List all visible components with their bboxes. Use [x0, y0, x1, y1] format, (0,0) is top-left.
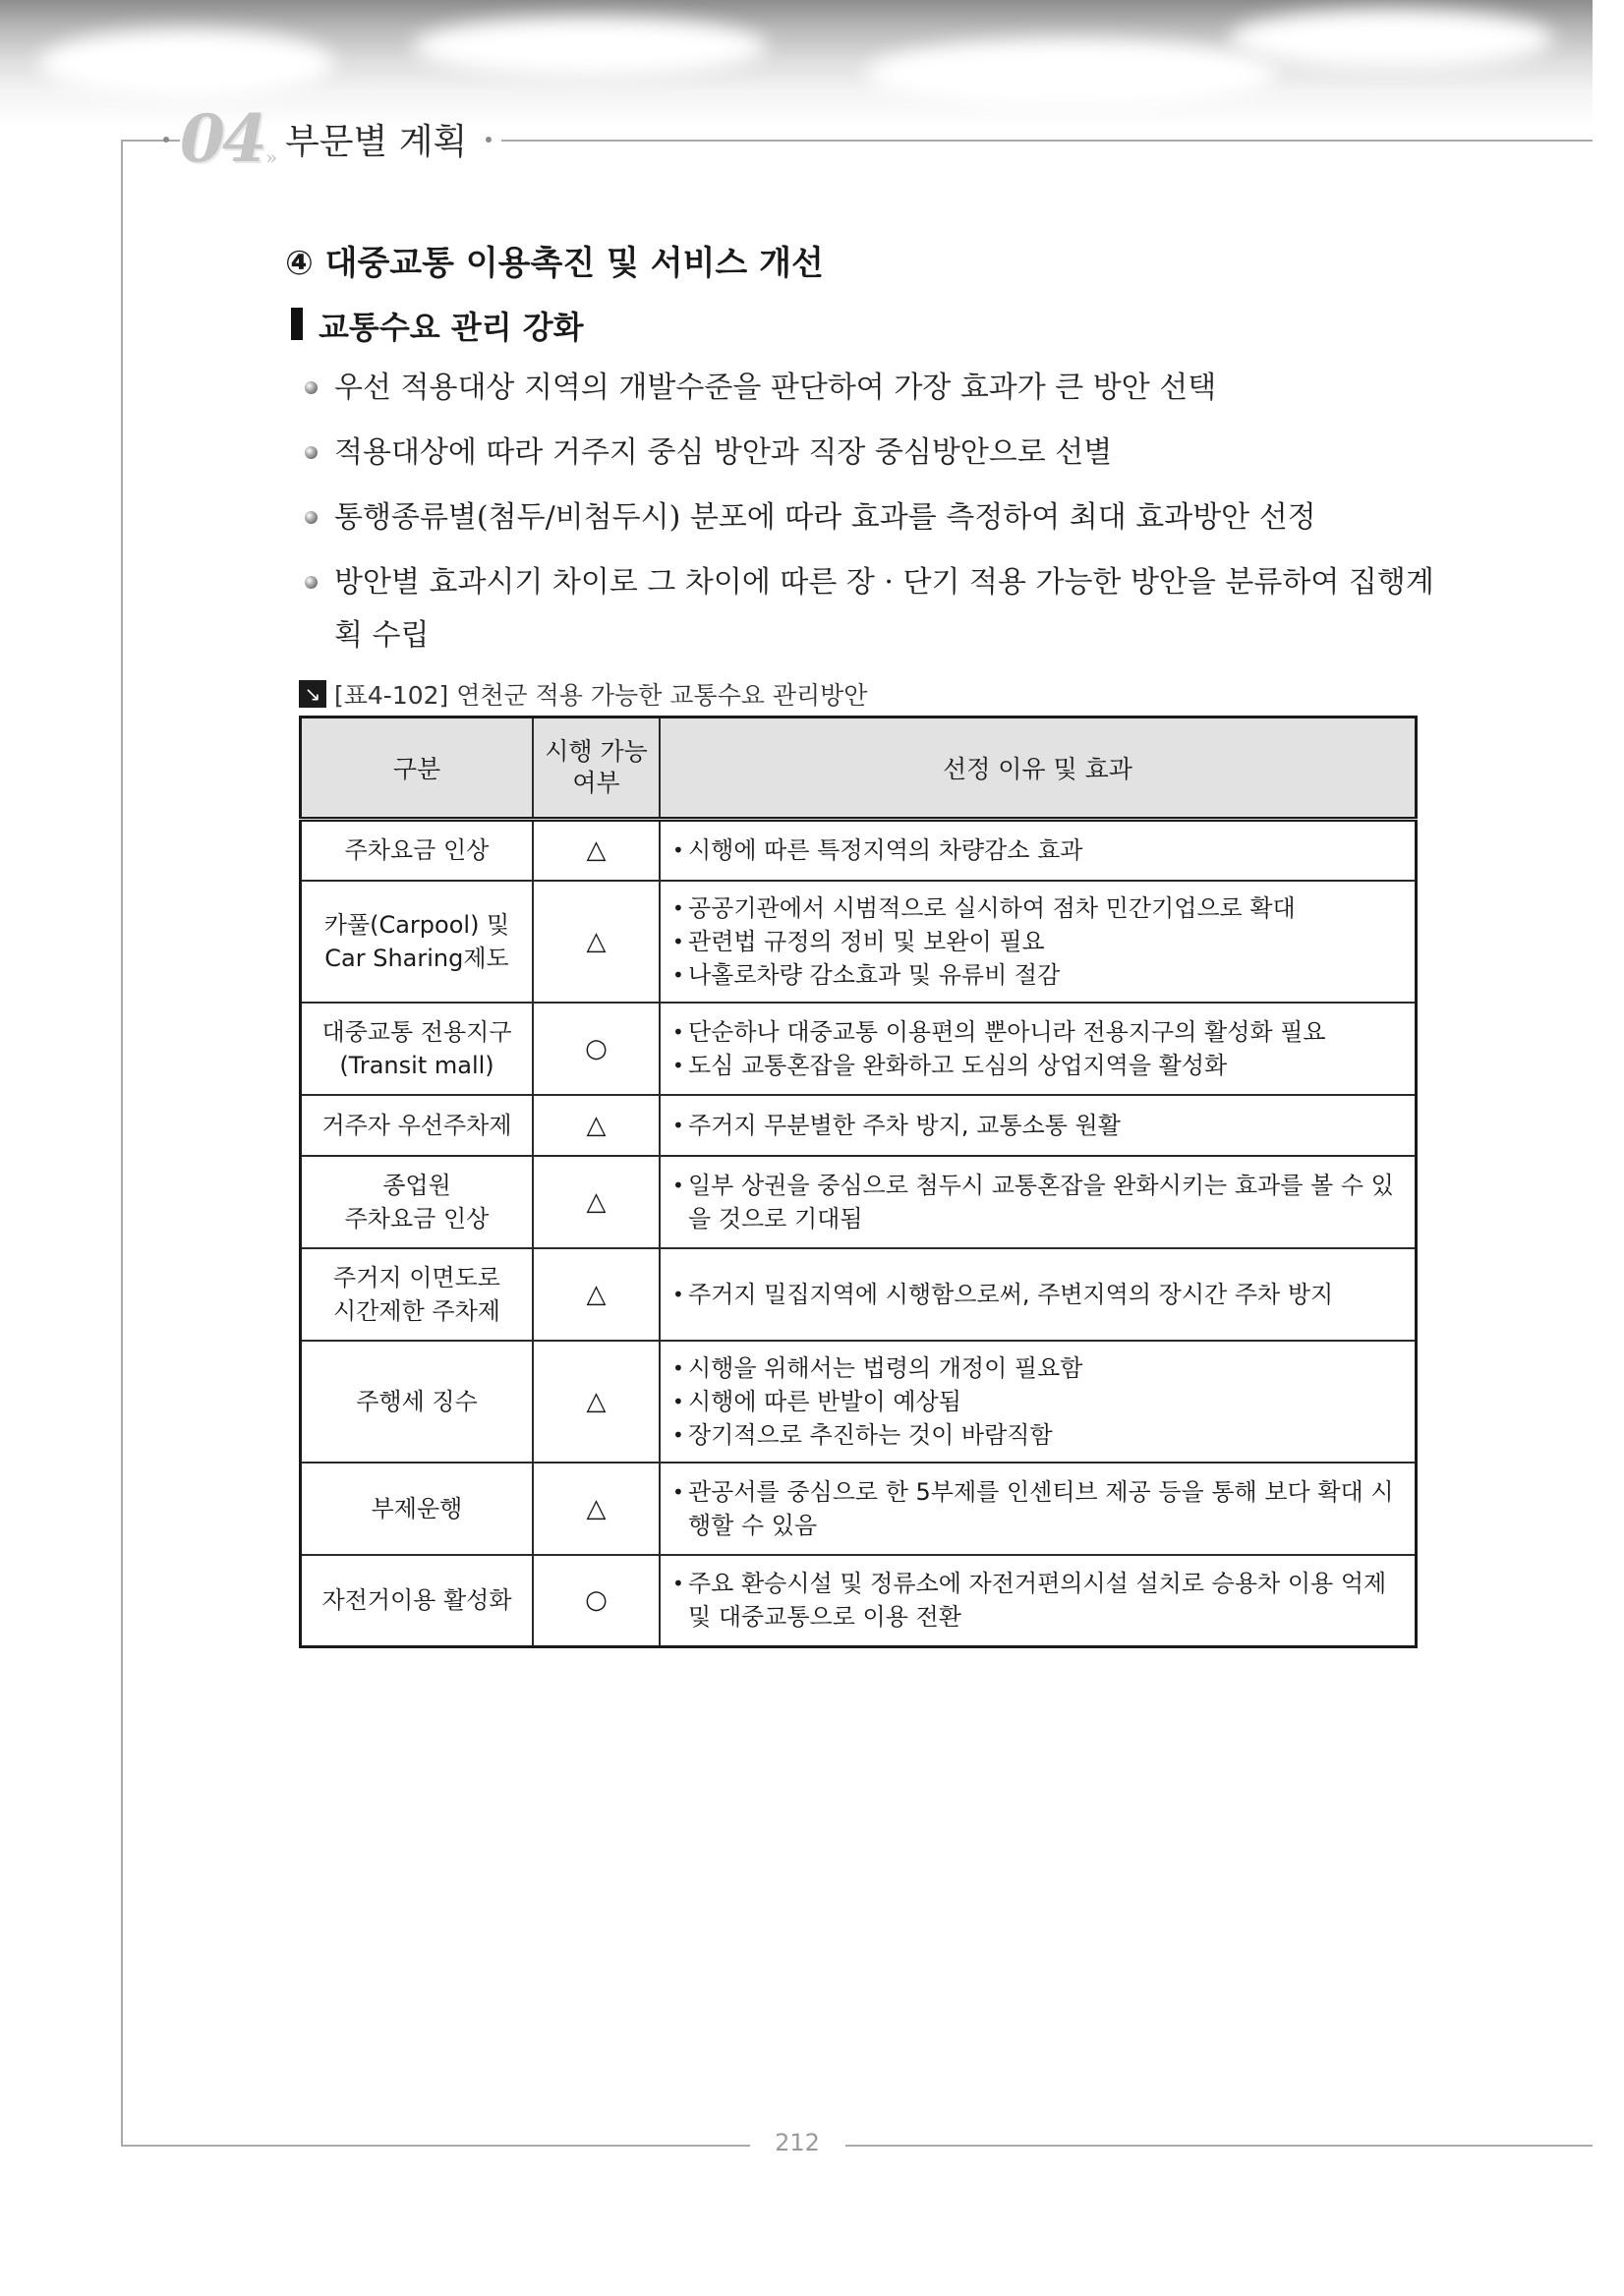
category-line: 부제운행 — [371, 1494, 463, 1522]
header-category: 구분 — [301, 718, 534, 820]
bullet-text: 방안별 효과시기 차이로 그 차이에 따른 장 · 단기 적용 가능한 방안을 분류하여 집행계획 수립 — [334, 565, 1434, 653]
effect-item: • 나홀로차량 감소효과 및 유류비 절감 — [672, 958, 1409, 992]
feasibility-cell: △ — [533, 820, 660, 881]
subtitle-bar-icon — [291, 308, 303, 340]
category-line: 주거지 이면도로 — [333, 1263, 500, 1292]
table-row — [301, 1003, 1417, 1095]
table-row — [301, 881, 1417, 1003]
effect-item: • 관련법 규정의 정비 및 보완이 필요 — [672, 925, 1409, 958]
page-number: 212 — [775, 2129, 820, 2156]
category-line: 주차요금 인상 — [344, 1204, 490, 1233]
category-line: 대중교통 전용지구 — [321, 1017, 512, 1046]
bullet-item — [303, 362, 1443, 415]
feasibility-cell: △ — [533, 1248, 660, 1341]
measures-table — [299, 716, 1418, 1648]
category-cell — [301, 1003, 534, 1095]
effect-item: • 장기적으로 추진하는 것이 바람직함 — [672, 1418, 1409, 1452]
feasibility-cell: △ — [533, 1463, 660, 1555]
effects-cell — [660, 1248, 1417, 1341]
feasibility-cell: ○ — [533, 1003, 660, 1095]
bullet-text: 적용대상에 따라 거주지 중심 방안과 직장 중심방안으로 선별 — [334, 435, 1113, 470]
category-line: (Transit mall) — [339, 1051, 494, 1079]
category-cell — [301, 1156, 534, 1248]
effects-cell — [660, 1095, 1417, 1156]
effect-item: • 주요 환승시설 및 정류소에 자전거편의시설 설치로 승용차 이용 억제 및 대중교통으로 이용 전환 — [672, 1567, 1409, 1634]
header-effects: 선정 이유 및 효과 — [660, 718, 1417, 820]
bullet-dot-icon — [305, 576, 318, 589]
frame-bottom-right-line — [845, 2145, 1593, 2147]
chapter-mark-icon: » — [265, 145, 278, 169]
category-line: Car Sharing제도 — [324, 944, 509, 972]
effects-cell — [660, 1156, 1417, 1248]
effects-cell — [660, 1003, 1417, 1095]
section-title: ④ 대중교통 이용촉진 및 서비스 개선 — [285, 244, 824, 283]
arrow-down-right-icon: ↘ — [299, 680, 326, 708]
category-cell — [301, 1095, 534, 1156]
table-row — [301, 1463, 1417, 1555]
effects-cell — [660, 881, 1417, 1003]
bullet-text: 통행종류별(첨두/비첨두시) 분포에 따라 효과를 측정하여 최대 효과방안 선정 — [334, 500, 1316, 535]
frame-left-line — [121, 140, 123, 2145]
category-cell — [301, 820, 534, 881]
bullet-text: 우선 적용대상 지역의 개발수준을 판단하여 가장 효과가 큰 방안 선택 — [334, 371, 1217, 405]
effect-item: • 도심 교통혼잡을 완화하고 도심의 상업지역을 활성화 — [672, 1049, 1409, 1082]
feasibility-cell: ○ — [533, 1555, 660, 1647]
table-header-row — [301, 718, 1417, 820]
category-line: 주행세 징수 — [356, 1387, 478, 1415]
table-row — [301, 1555, 1417, 1647]
category-cell — [301, 1248, 534, 1341]
category-cell — [301, 1463, 534, 1555]
effect-item: • 단순하나 대중교통 이용편의 뿐아니라 전용지구의 활성화 필요 — [672, 1015, 1409, 1049]
subsection-title: 교통수요 관리 강화 — [319, 309, 584, 346]
effect-item: • 주거지 무분별한 주차 방지, 교통소통 원활 — [672, 1109, 1409, 1142]
effects-cell — [660, 1341, 1417, 1463]
table-row — [301, 1248, 1417, 1341]
category-cell — [301, 1555, 534, 1647]
effects-cell — [660, 1555, 1417, 1647]
table-caption — [299, 676, 867, 712]
bullet-item — [303, 556, 1443, 662]
bullet-item — [303, 427, 1443, 480]
feasibility-cell: △ — [533, 1341, 660, 1463]
feasibility-cell: △ — [533, 881, 660, 1003]
effects-cell — [660, 1463, 1417, 1555]
category-cell — [301, 881, 534, 1003]
category-line: 거주자 우선주차제 — [321, 1111, 512, 1139]
effect-item: • 시행을 위해서는 법령의 개정이 필요함 — [672, 1351, 1409, 1385]
table-row — [301, 820, 1417, 881]
table-row — [301, 1341, 1417, 1463]
frame-top-left-line — [121, 140, 180, 142]
feasibility-cell: △ — [533, 1156, 660, 1248]
table-row — [301, 1095, 1417, 1156]
effect-item: • 일부 상권을 중심으로 첨두시 교통혼잡을 완화시키는 효과를 볼 수 있을 것으로 기대됨 — [672, 1169, 1409, 1235]
table-row — [301, 1156, 1417, 1248]
frame-top-right-line — [501, 140, 1593, 142]
bullet-dot-icon — [305, 511, 318, 524]
bullet-dot-icon — [305, 446, 318, 459]
frame-dot — [163, 137, 169, 143]
chapter-number: 04 — [180, 100, 264, 177]
bullet-dot-icon — [305, 381, 318, 394]
category-line: 주차요금 인상 — [344, 836, 490, 865]
frame-dot — [486, 137, 492, 143]
effects-cell — [660, 820, 1417, 881]
bullet-item — [303, 491, 1443, 545]
effect-item: • 시행에 따른 반발이 예상됨 — [672, 1385, 1409, 1418]
effect-item: • 시행에 따른 특정지역의 차량감소 효과 — [672, 833, 1409, 867]
table-caption-text: [표4-102] 연천군 적용 가능한 교통수요 관리방안 — [334, 681, 868, 710]
feasibility-cell: △ — [533, 1095, 660, 1156]
category-line: 자전거이용 활성화 — [321, 1586, 512, 1615]
chapter-title: 부문별 계획 — [285, 122, 468, 162]
category-line: 시간제한 주차제 — [333, 1296, 500, 1325]
category-line: 카풀(Carpool) 및 — [323, 910, 510, 939]
effect-item: • 공공기관에서 시범적으로 실시하여 점차 민간기업으로 확대 — [672, 891, 1409, 925]
effect-item: • 관공서를 중심으로 한 5부제를 인센티브 제공 등을 통해 보다 확대 시행할 수 있음 — [672, 1475, 1409, 1542]
effect-item: • 주거지 밀집지역에 시행함으로써, 주변지역의 장시간 주차 방지 — [672, 1278, 1409, 1311]
header-feasibility: 시행 가능여부 — [533, 718, 660, 820]
category-line: 종업원 — [382, 1171, 451, 1199]
frame-bottom-left-line — [121, 2145, 750, 2147]
bullet-list — [303, 362, 1443, 674]
category-cell — [301, 1341, 534, 1463]
